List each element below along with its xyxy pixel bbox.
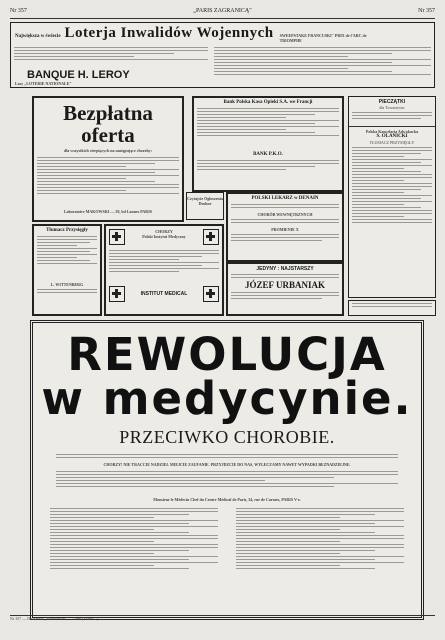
rewolucja-warning: CHORZY! NIE TRACCIE NADZIEI. MIEJCIE ZAUFANIE. PRZYJDZCIE DO NAS, WYLECZAMY NAWET WYPADKI BEZNADZIEJNE. [103, 462, 351, 467]
right-small-ad [348, 300, 436, 316]
rewolucja-line2: w medycynie. [41, 372, 413, 425]
institut-name: INSTITUT MEDICAL [140, 291, 188, 297]
rewolucja-ad [30, 320, 424, 620]
lottery-pre: Największa w świecie [15, 34, 61, 39]
bank-leroy-name: BANQUE H. LEROY [27, 69, 130, 81]
free-offer-sub: dla wszystkich cierpiących na następujące choroby: [63, 148, 153, 153]
chorzy-title: CHORZY [155, 229, 173, 234]
issue-number-left: Nr 357 [10, 8, 27, 14]
chorzy-sub: Polski Instytut Medyczny [142, 234, 186, 239]
kancelaria-name: S. OLANICKI [376, 134, 408, 139]
free-offer-title: Bezpłatna oferta [63, 101, 153, 147]
tlumacz-title: Tłumacz Przysięgły [46, 228, 88, 233]
medical-cross-icon [109, 229, 125, 245]
bank-pko-sub: BANK P.K.O. [253, 152, 283, 157]
lekarz-name: PROMIENIE X [271, 227, 299, 232]
medical-cross-icon [203, 286, 219, 302]
lottery-title: Loterja Inwalidów Wojennych [64, 25, 274, 41]
rewolucja-sub: PRZECIWKO CHOROBIE. [119, 427, 335, 447]
bank-pko-ad [192, 96, 344, 192]
lekarz-sub: CHORÓB WEWNĘTRZNYCH [257, 212, 313, 217]
urbaniak-title: JEDYNY : NAJSTARSZY [256, 266, 314, 272]
bank-leroy-sub: Losy „LOTERIE NATIONALE" [15, 81, 72, 86]
lottery-right-title: SWEEPSTAKE FRANCUSKI" PRIX de l'ARC de TRIOMPHE [279, 33, 367, 43]
page-footer [10, 615, 435, 624]
institut-medical-ad [104, 224, 224, 316]
rewolucja-address: Monsieur le Médecin Chef du Centre Médical de Paris, 34, rue de Carmes, PARIS V-e. [153, 497, 301, 502]
czytajcie-text: Czytajcie Ogłoszenia Drobne [187, 196, 223, 206]
czytajcie-box [186, 192, 224, 220]
lottery-ad [10, 22, 435, 88]
bank-pko-title: Bank Polska Kasa Opieki S.A. we Francji [223, 100, 313, 105]
medical-cross-icon [109, 286, 125, 302]
tlumacz-ad [32, 224, 102, 316]
rewolucja-line1: REWOLUCJA [67, 328, 387, 381]
urbaniak-ad [226, 262, 344, 316]
urbaniak-name: JÓZEF URBANIAK [245, 280, 325, 290]
pieczatki-column [348, 96, 436, 298]
pieczatki-title: PIECZĄTKI [378, 99, 406, 105]
medical-cross-icon [203, 229, 219, 245]
lekarz-denain-ad [226, 192, 344, 262]
page-header [10, 4, 435, 19]
newspaper-title: „PARIS ZAGRANICĄ" [193, 8, 252, 14]
free-offer-ad [32, 96, 184, 222]
free-offer-lab: Laboratoire MAKOWSKI — 59, bd Lannes PARIS [64, 209, 152, 214]
issue-number-right: Nr 357 [418, 8, 435, 14]
tlumacz-name: L. WITTENBERG [50, 282, 84, 287]
footer-text: Nr 357 — Drukarnia „Narodowiec" — Lens (P.-de-C.) [10, 616, 98, 621]
kancelaria-sub: TŁUMACZ PRZYSIĘGŁY [369, 140, 415, 145]
lekarz-title: POLSKI LEKARZ w DENAIN [251, 196, 319, 201]
kancelaria-title: Polska Kancelaria Adwokacka [349, 126, 435, 134]
pieczatki-sub1: dla Towarzystw [379, 105, 405, 110]
